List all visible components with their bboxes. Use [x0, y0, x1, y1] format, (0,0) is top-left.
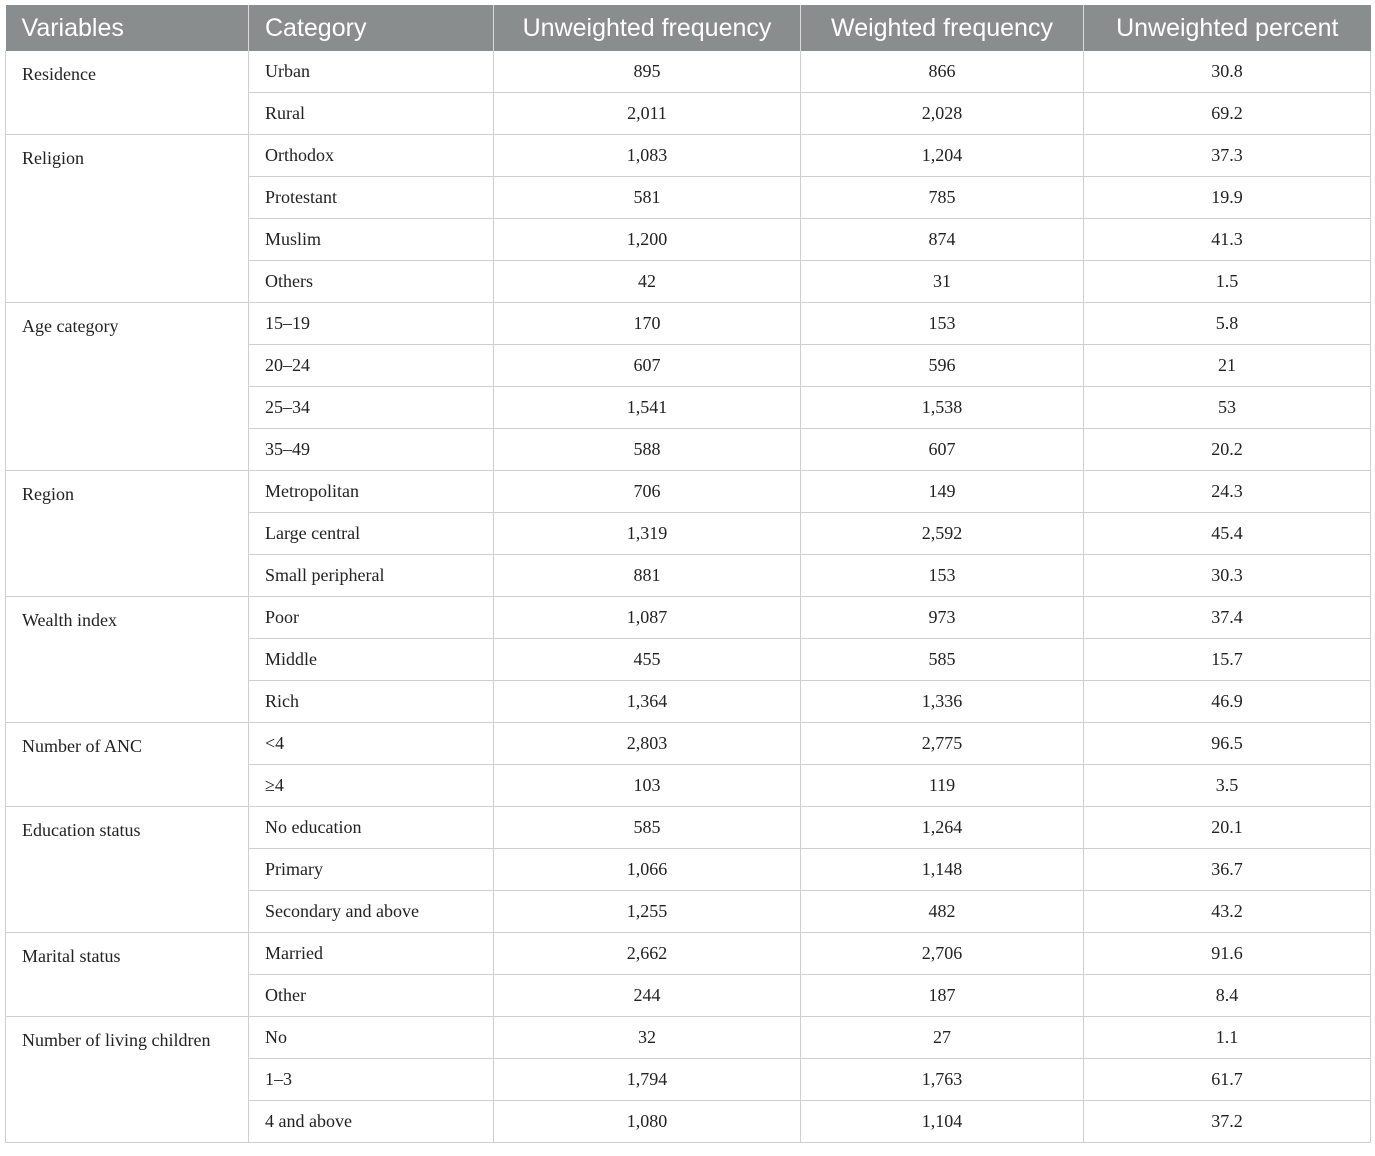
unweighted-frequency-cell: 607 [494, 345, 801, 387]
category-cell: Poor [249, 597, 494, 639]
data-table [5, 5, 1371, 1143]
category-cell: Secondary and above [249, 891, 494, 933]
unweighted-percent-cell: 20.1 [1084, 807, 1371, 849]
unweighted-percent-cell: 91.6 [1084, 933, 1371, 975]
unweighted-percent-cell: 19.9 [1084, 177, 1371, 219]
unweighted-frequency-cell: 2,662 [494, 933, 801, 975]
weighted-frequency-cell: 153 [801, 555, 1084, 597]
weighted-frequency-cell: 27 [801, 1017, 1084, 1059]
category-cell: Others [249, 261, 494, 303]
unweighted-percent-cell: 69.2 [1084, 93, 1371, 135]
weighted-frequency-cell: 2,775 [801, 723, 1084, 765]
category-cell: 20–24 [249, 345, 494, 387]
unweighted-frequency-cell: 895 [494, 51, 801, 93]
category-cell: Large central [249, 513, 494, 555]
unweighted-frequency-cell: 585 [494, 807, 801, 849]
weighted-frequency-cell: 866 [801, 51, 1084, 93]
unweighted-percent-cell: 1.1 [1084, 1017, 1371, 1059]
unweighted-percent-cell: 21 [1084, 345, 1371, 387]
variable-cell: Residence [6, 51, 249, 135]
unweighted-percent-cell: 37.3 [1084, 135, 1371, 177]
variable-cell: Age category [6, 303, 249, 471]
unweighted-frequency-cell: 881 [494, 555, 801, 597]
unweighted-percent-cell: 30.3 [1084, 555, 1371, 597]
table-row [6, 723, 1371, 765]
unweighted-percent-cell: 53 [1084, 387, 1371, 429]
category-cell: <4 [249, 723, 494, 765]
unweighted-percent-cell: 36.7 [1084, 849, 1371, 891]
table-body [6, 51, 1371, 1143]
unweighted-frequency-cell: 1,319 [494, 513, 801, 555]
category-cell: Metropolitan [249, 471, 494, 513]
category-cell: 35–49 [249, 429, 494, 471]
category-cell: Rich [249, 681, 494, 723]
header-row [6, 5, 1371, 51]
unweighted-frequency-cell: 42 [494, 261, 801, 303]
weighted-frequency-cell: 31 [801, 261, 1084, 303]
header-variables: Variables [6, 5, 249, 51]
weighted-frequency-cell: 1,264 [801, 807, 1084, 849]
category-cell: Married [249, 933, 494, 975]
weighted-frequency-cell: 1,204 [801, 135, 1084, 177]
unweighted-frequency-cell: 1,200 [494, 219, 801, 261]
unweighted-frequency-cell: 1,066 [494, 849, 801, 891]
unweighted-percent-cell: 37.2 [1084, 1101, 1371, 1143]
table-row [6, 471, 1371, 513]
table-row [6, 933, 1371, 975]
unweighted-percent-cell: 15.7 [1084, 639, 1371, 681]
unweighted-frequency-cell: 1,255 [494, 891, 801, 933]
unweighted-frequency-cell: 1,083 [494, 135, 801, 177]
unweighted-frequency-cell: 581 [494, 177, 801, 219]
unweighted-percent-cell: 37.4 [1084, 597, 1371, 639]
unweighted-percent-cell: 1.5 [1084, 261, 1371, 303]
weighted-frequency-cell: 874 [801, 219, 1084, 261]
category-cell: Other [249, 975, 494, 1017]
unweighted-percent-cell: 43.2 [1084, 891, 1371, 933]
table-row [6, 135, 1371, 177]
unweighted-frequency-cell: 588 [494, 429, 801, 471]
unweighted-frequency-cell: 455 [494, 639, 801, 681]
unweighted-percent-cell: 96.5 [1084, 723, 1371, 765]
weighted-frequency-cell: 187 [801, 975, 1084, 1017]
variable-cell: Number of living children [6, 1017, 249, 1143]
category-cell: Small peripheral [249, 555, 494, 597]
unweighted-frequency-cell: 1,080 [494, 1101, 801, 1143]
weighted-frequency-cell: 482 [801, 891, 1084, 933]
unweighted-percent-cell: 5.8 [1084, 303, 1371, 345]
header-unweighted-percent: Unweighted percent [1084, 5, 1371, 51]
unweighted-frequency-cell: 1,541 [494, 387, 801, 429]
category-cell: 15–19 [249, 303, 494, 345]
variable-cell: Region [6, 471, 249, 597]
weighted-frequency-cell: 596 [801, 345, 1084, 387]
unweighted-frequency-cell: 1,364 [494, 681, 801, 723]
unweighted-percent-cell: 45.4 [1084, 513, 1371, 555]
data-table-container [5, 5, 1370, 1143]
variable-cell: Marital status [6, 933, 249, 1017]
weighted-frequency-cell: 1,763 [801, 1059, 1084, 1101]
weighted-frequency-cell: 607 [801, 429, 1084, 471]
table-row [6, 51, 1371, 93]
category-cell: Urban [249, 51, 494, 93]
unweighted-frequency-cell: 244 [494, 975, 801, 1017]
unweighted-frequency-cell: 2,803 [494, 723, 801, 765]
table-row [6, 303, 1371, 345]
weighted-frequency-cell: 2,706 [801, 933, 1084, 975]
table-row [6, 807, 1371, 849]
variable-cell: Education status [6, 807, 249, 933]
table-header [6, 5, 1371, 51]
header-category: Category [249, 5, 494, 51]
weighted-frequency-cell: 973 [801, 597, 1084, 639]
weighted-frequency-cell: 1,538 [801, 387, 1084, 429]
category-cell: 1–3 [249, 1059, 494, 1101]
unweighted-percent-cell: 30.8 [1084, 51, 1371, 93]
category-cell: Muslim [249, 219, 494, 261]
table-row [6, 597, 1371, 639]
header-weighted-frequency: Weighted frequency [801, 5, 1084, 51]
category-cell: Primary [249, 849, 494, 891]
weighted-frequency-cell: 585 [801, 639, 1084, 681]
weighted-frequency-cell: 1,104 [801, 1101, 1084, 1143]
category-cell: Rural [249, 93, 494, 135]
unweighted-frequency-cell: 1,794 [494, 1059, 801, 1101]
unweighted-frequency-cell: 170 [494, 303, 801, 345]
variable-cell: Number of ANC [6, 723, 249, 807]
unweighted-percent-cell: 24.3 [1084, 471, 1371, 513]
unweighted-frequency-cell: 103 [494, 765, 801, 807]
unweighted-percent-cell: 46.9 [1084, 681, 1371, 723]
category-cell: No education [249, 807, 494, 849]
category-cell: No [249, 1017, 494, 1059]
unweighted-percent-cell: 3.5 [1084, 765, 1371, 807]
weighted-frequency-cell: 1,148 [801, 849, 1084, 891]
unweighted-frequency-cell: 706 [494, 471, 801, 513]
weighted-frequency-cell: 119 [801, 765, 1084, 807]
table-row [6, 1017, 1371, 1059]
unweighted-percent-cell: 8.4 [1084, 975, 1371, 1017]
unweighted-frequency-cell: 1,087 [494, 597, 801, 639]
header-unweighted-frequency: Unweighted frequency [494, 5, 801, 51]
unweighted-percent-cell: 20.2 [1084, 429, 1371, 471]
weighted-frequency-cell: 149 [801, 471, 1084, 513]
category-cell: Orthodox [249, 135, 494, 177]
category-cell: Protestant [249, 177, 494, 219]
variable-cell: Religion [6, 135, 249, 303]
unweighted-percent-cell: 41.3 [1084, 219, 1371, 261]
category-cell: 25–34 [249, 387, 494, 429]
unweighted-percent-cell: 61.7 [1084, 1059, 1371, 1101]
weighted-frequency-cell: 2,592 [801, 513, 1084, 555]
weighted-frequency-cell: 785 [801, 177, 1084, 219]
variable-cell: Wealth index [6, 597, 249, 723]
unweighted-frequency-cell: 2,011 [494, 93, 801, 135]
weighted-frequency-cell: 1,336 [801, 681, 1084, 723]
category-cell: 4 and above [249, 1101, 494, 1143]
category-cell: ≥4 [249, 765, 494, 807]
unweighted-frequency-cell: 32 [494, 1017, 801, 1059]
category-cell: Middle [249, 639, 494, 681]
weighted-frequency-cell: 2,028 [801, 93, 1084, 135]
weighted-frequency-cell: 153 [801, 303, 1084, 345]
